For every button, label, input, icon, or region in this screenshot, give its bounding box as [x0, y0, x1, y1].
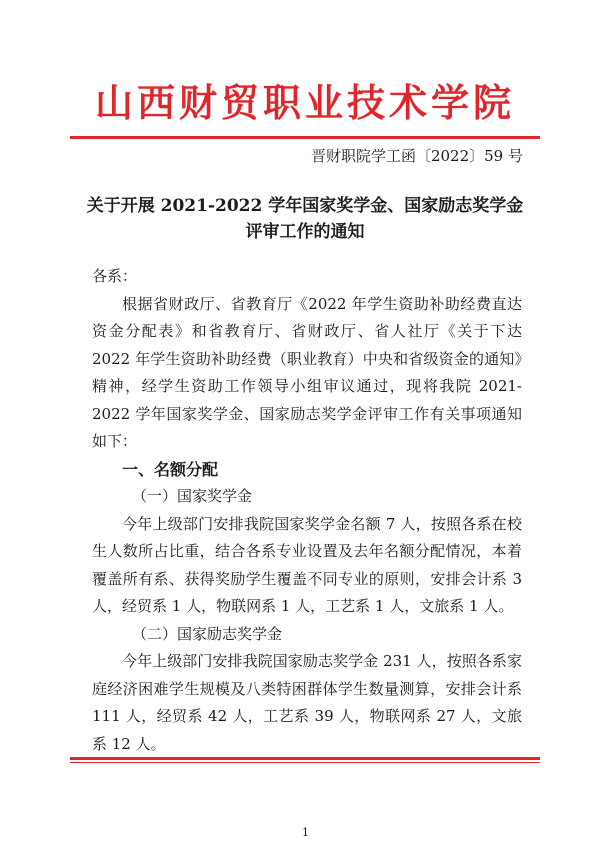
document-number: 晋财职院学工函〔2022〕59 号	[310, 147, 523, 165]
institution-title: 山西财贸职业技术学院	[94, 80, 515, 125]
intro-paragraph: 根据省财政厅、省教育厅《2022 年学生资助补助经费直达资金分配表》和省教育厅、省财政厅、省人社厅《关于下达 2022 年学生资助补助经费（职业教育）中央和省级资金的通知》精神，经学生资助工作领导小组审议通过，现将我院 2021-2022 学年国家奖学金、国家励志奖学金评审工作有关事项通知如下：	[92, 294, 522, 450]
red-footer-rule-thin	[70, 762, 540, 763]
national-scholarship-paragraph: 今年上级部门安排我院国家奖学金名额 7 人，按照各系在校生人数所占比重，结合各系专业设置及去年名额分配情况，本着覆盖所有系、获得奖励学生覆盖不同专业的原则，安排会计系 3 人，经贸系 1 人，物联网系 1 人，工艺系 1 人，文旅系 1 人。	[92, 514, 522, 615]
salutation: 各系：	[92, 267, 138, 285]
notice-title	[70, 193, 540, 245]
page-number: 1	[302, 826, 309, 839]
subheading-inspirational-scholarship: （二）国家励志奖学金	[132, 624, 283, 643]
notice-title-line-2: 评审工作的通知	[245, 222, 365, 242]
notice-body	[92, 263, 522, 758]
red-header-rule	[70, 136, 540, 139]
red-footer-rule	[70, 757, 540, 760]
subheading-national-scholarship: （一）国家奖学金	[132, 487, 253, 505]
section-heading-quota: 一、名额分配	[122, 459, 219, 479]
notice-title-line-1: 关于开展 2021-2022 学年国家奖学金、国家励志奖学金	[86, 196, 524, 216]
inspirational-scholarship-paragraph: 今年上级部门安排我院国家励志奖学金 231 人，按照各系家庭经济困难学生规模及八类特困群体学生数量测算，安排会计系 111 人，经贸系 42 人，工艺系 39 人，物联网系 27 人，文旅系 12 人。	[92, 652, 522, 753]
